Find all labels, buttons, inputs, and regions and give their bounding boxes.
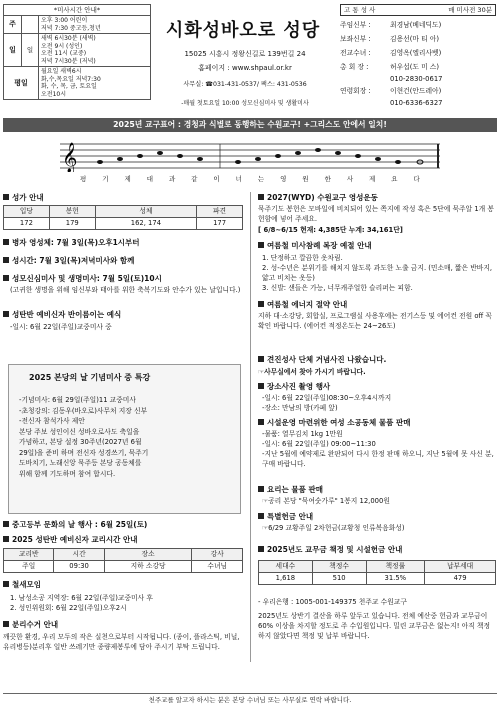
lyric-syllable: 너 <box>235 175 242 183</box>
detail-line: -전신자 참석가사 제안 <box>19 417 85 426</box>
item-text: 중고등부 문화의 날 행사 : 6월 25일(토) <box>12 520 148 529</box>
catechism-header: 시간 <box>54 549 104 561</box>
dues-header: 세대수 <box>259 561 313 573</box>
mass-time: 저녁 7:30 중고등,청년 <box>41 24 101 32</box>
mass-time: 저녁 7시30분 (저녁) <box>41 57 96 65</box>
lyric-syllable: 대 <box>146 175 153 183</box>
catechism-value: 09:30 <box>54 561 104 573</box>
item-text: 여름철 에너지 절약 안내 <box>267 300 348 309</box>
recycling-section-title <box>3 620 58 629</box>
lyric-syllable: 다 <box>413 175 420 183</box>
item-text: 2027(WYD) 수원교구 영성운동 <box>267 193 378 202</box>
mass-group <box>22 16 39 34</box>
parish-day-title: 2025 본당의 날 기념미사 중 특강 <box>29 373 151 382</box>
sale-details <box>262 430 496 469</box>
hymn-header: 봉헌 <box>49 206 95 218</box>
meeting-section-title <box>3 580 41 589</box>
lyric-syllable: 원 <box>302 175 309 183</box>
marian-mass-item <box>3 274 162 283</box>
mass-times-weekday <box>39 67 151 100</box>
dress-code-list <box>262 254 496 293</box>
confirmation-photo-title <box>258 355 386 364</box>
catechism-header: 강사 <box>192 549 243 561</box>
parish-day-box <box>8 364 241 514</box>
item-text: 성시간: 7월 3일(목)저녁미사와 함께 <box>12 256 135 265</box>
lyric-syllable: 한 <box>324 175 331 183</box>
mass-time: 화,수,목요일 저녁7:30 <box>41 75 101 83</box>
mass-time: 월요일 새벽6시 <box>41 68 82 76</box>
item-text: 장소사진 촬영 행사 <box>267 382 331 391</box>
special-offering-title <box>258 512 313 521</box>
special-offering-text: ☞6/29 교황주일 2차헌금(교황청 인류복음화성) <box>262 524 405 532</box>
mass-time: 새벽 6시30분 (새벽) <box>41 35 96 43</box>
staff-phone: 010-2830-0617 <box>390 74 443 83</box>
lyric-syllable: 는 <box>257 175 265 183</box>
photo-event-title <box>258 382 330 391</box>
youth-culture-item <box>3 520 147 529</box>
staff-role: 보좌신부 : <box>340 34 371 43</box>
item-text: 병자 영성체: 7월 3일(목)오후1시부터 <box>12 238 140 247</box>
column-divider <box>250 192 251 662</box>
wyd-stats: [ 6/8~6/15 현재: 4,385단 누계: 34,161단] <box>258 226 403 234</box>
hymn-header: 성체 <box>95 206 196 218</box>
item-text: 2025년도 교무금 책정 및 시설헌금 안내 <box>267 545 403 554</box>
catechumen-item <box>3 310 121 319</box>
staff-name: 이현건(안드레아) <box>390 86 442 95</box>
hymn-table <box>3 205 243 230</box>
recycling-text: 깨끗한 환경, 우리 모두의 작은 실천으로부터 시작됩니다. (종이, 플라스틱, 비닐, 유리병등)분리후 일반 쓰레기만 종량제봉투에 담아 주시기 부탁 드립니다. <box>3 633 240 651</box>
detail-line: 도바치기, 노래신앙 묵주등 본당 공동체를 <box>19 459 142 468</box>
lyric-syllable: 평 <box>80 175 87 183</box>
svg-text:𝄞: 𝄞 <box>62 143 78 172</box>
sale-line: -일시: 6월 22일(주일) 09:00~11:30 <box>262 439 376 448</box>
detail-line: 위해 함께 기도하며 참여 합시다. <box>19 469 116 478</box>
holy-hour-item <box>3 256 134 265</box>
diocese-motto-banner: 2025년 교구표어 : 경청과 식별로 동행하는 수원교구! +그리스도 안에서 일치! <box>3 118 497 132</box>
lyric-syllable: 제 <box>369 175 376 183</box>
dues-table <box>258 560 496 585</box>
staff-row <box>340 98 496 108</box>
staff-name: 김영옥(엘리사벳) <box>390 48 442 57</box>
item-text: 분리수거 안내 <box>12 620 59 629</box>
item-text: 시설운영 마련위한 여성 소공동체 물품 판매 <box>267 418 411 427</box>
footer-notice: 천주교를 알고자 하시는 분은 본당 수녀님 또는 사무실로 연락 바랍니다. <box>3 693 497 704</box>
sick-communion-item <box>3 238 140 247</box>
mass-label-sunday-2: 일 <box>4 34 22 67</box>
staff-name: 최경남(베네딕도) <box>390 20 442 29</box>
item-text: 여름철 미사참례 복장 예절 안내 <box>267 241 372 250</box>
goods-sale-title <box>258 485 323 494</box>
detail-line: 29일)을 준비 하며 전신자 성경쓰기, 묵주기 <box>19 448 149 457</box>
mass-time: 오전10시 <box>41 90 67 98</box>
hymn-number: 177 <box>197 218 243 230</box>
item-text: 성모신심미사 및 생명미사: 7월 5일(토)10시 <box>12 274 162 283</box>
dues-value: 1,618 <box>259 573 313 585</box>
mass-schedule-header: *미사시간 안내* <box>4 5 151 16</box>
confession-time: 매 미사전 30분 <box>448 6 492 14</box>
confirmation-photo-text: ☞사무실에서 찾아 가시기 바랍니다. <box>258 368 366 376</box>
dues-header: 납부세대 <box>425 561 496 573</box>
photo-event-details <box>262 394 391 414</box>
bank-account: - 우리은행 : 1005-001-149375 천주교 수원교구 <box>258 598 407 606</box>
lyric-syllable: 같 <box>191 175 198 183</box>
staff-name: 김용선(마 티 아) <box>390 34 440 43</box>
parish-address: 15025 시흥시 정왕신길로 139번길 24 <box>184 50 306 58</box>
mass-time: 오전 11시 (교중) <box>41 50 87 58</box>
item-text: 2025 성탄반 예비신자 교리시간 안내 <box>12 535 138 544</box>
lyric-syllable: 과 <box>168 175 176 183</box>
dues-value: 31.5% <box>366 573 425 585</box>
catechism-table <box>3 548 243 573</box>
dues-header: 책정수 <box>312 561 366 573</box>
hymn-number: 172 <box>4 218 50 230</box>
detail-line: 본당 주보 성인이신 성바오로사도 축일을 <box>19 427 140 436</box>
dress-code-item: 3. 신발: 샌들은 가능, 너무캐주얼한 슬리퍼는 피함. <box>262 283 413 292</box>
lyric-syllable: 영 <box>280 175 287 183</box>
monthly-notice: -매월 첫토요일 10:00 성모신심미사 및 생활미사 <box>181 100 309 107</box>
parish-day-details <box>19 395 234 479</box>
music-staff <box>60 138 440 172</box>
dues-value: 479 <box>425 573 496 585</box>
staff-role: 전교수녀 : <box>340 48 371 57</box>
parish-homepage: 홈페이지 : www.shpaul.or.kr <box>198 64 292 72</box>
mass-schedule-table <box>3 4 151 100</box>
hymn-number: 162, 174 <box>95 218 196 230</box>
lyric-syllable: 요 <box>391 175 398 183</box>
catechism-value: 지하 소강당 <box>104 561 192 573</box>
item-text: 특별헌금 안내 <box>267 512 314 521</box>
catechism-value: 수녀님 <box>192 561 243 573</box>
catechism-value: 주일 <box>4 561 54 573</box>
staff-name: 허우섭(도 미 스) <box>390 62 440 71</box>
item-text: 요리는 물품 판매 <box>267 485 323 494</box>
staff-row <box>340 60 496 74</box>
dues-header: 책정률 <box>366 561 425 573</box>
wyd-text: 묵주기도 봉헌은 모바일에 비치되어 있는 쪽지에 작성 혹은 5단에 묵주알 1개 봉헌함에 넣어 주세요. <box>258 205 494 223</box>
photo-event-line: -일시: 6월 22일(주일)08:30~오후4시까지 <box>262 394 392 402</box>
dues-section-title <box>258 545 402 554</box>
parish-contact: 사무실: ☎031-431-0537/ 팩스: 431-0536 <box>183 81 307 88</box>
mass-times-sunday <box>39 34 151 67</box>
energy-saving-text: 지하 대·소강당, 회합실, 프로그램실 사용후에는 전기스등 및 에어컨 전원 off 꼭 확인 바랍니다. (에어컨 적정온도는 24~26도) <box>258 312 492 330</box>
dues-value: 510 <box>312 573 366 585</box>
mass-label-weekday: 평일 <box>4 67 39 100</box>
mass-label-sunday-1: 주 <box>4 16 22 34</box>
staff-list <box>340 18 496 108</box>
lyric-syllable: 제 <box>124 175 131 183</box>
item-text: 견진성사 단체 거념사진 나왔습니다. <box>267 355 387 364</box>
dress-code-item: 2. 성-수년은 분위기를 해치지 않도록 과도한 노출 금지. (민소매, 짧은 반바지, 얇고 비치는 옷등) <box>262 263 493 282</box>
staff-role: 총 회 장 : <box>340 62 369 71</box>
dues-text: 2025년도 상반기 결산을 하루 앞두고 있습니다. 전체 예산중 헌금과 교무금이 60% 이상을 차지할 정도로 주 수입원입니다. 밀린 교무금은 없는지! 아직 책정하지 않았다면 책정 및 납부 바랍니다. <box>258 612 491 641</box>
catechumen-date: -일시: 6월 22일(주일)교중미사 중 <box>10 323 112 331</box>
hymn-header: 입당 <box>4 206 50 218</box>
catechism-item <box>3 535 138 544</box>
song-lyrics <box>60 175 440 183</box>
sale-section-title <box>258 418 410 427</box>
meeting-list <box>10 593 153 613</box>
marian-mass-desc: (고귀한 생명을 위해 임신부와 태아를 위한 축복기도와 안수가 있는 날입니다.) <box>10 286 241 294</box>
detail-line: -초청강의: 김동우(바오로)사무처 지장 신부 <box>19 406 148 415</box>
hymn-header: 파견 <box>197 206 243 218</box>
staff-role: 연령회장 : <box>340 86 371 95</box>
sale-line: -지난 5월에 예약제로 완판되어 다시 한정 판매 하오니, 지난 5월에 못 사신 분, 구매 바랍니다. <box>262 449 494 468</box>
parish-title: 시화성바오로 성당 <box>165 20 321 41</box>
lyric-syllable: 사 <box>346 175 354 183</box>
lyric-syllable: 기 <box>102 175 109 183</box>
hymn-title-text: 성가 안내 <box>12 193 44 202</box>
staff-phone: 010-6336-6327 <box>390 98 443 107</box>
confession-info <box>340 4 496 16</box>
detail-line: -기념미사: 6월 29일(주일)11 교중미사 <box>19 396 136 404</box>
mass-times-saturday <box>39 16 151 34</box>
detail-line: 가념하고, 본당 설정 30주년(2027년 6월 <box>19 438 142 447</box>
dress-code-title <box>258 241 372 250</box>
sale-line: -물품: 열무김치 1kg 1만원 <box>262 430 343 438</box>
energy-saving-title <box>258 300 347 309</box>
wyd-section-title <box>258 193 378 202</box>
staff-row <box>340 46 496 60</box>
mass-time: 화, 수, 목, 금, 토요일 <box>41 83 97 91</box>
mass-time: 오전 9시 (성인) <box>41 42 83 50</box>
goods-sale-text: ☞공리 본당 "묵여숫가루" 1봉지 12,000원 <box>262 497 390 505</box>
catechism-header: 장소 <box>104 549 192 561</box>
hymn-number: 179 <box>49 218 95 230</box>
staff-row <box>340 74 496 84</box>
mass-time: 오후 3:00 어린이 <box>41 17 88 25</box>
item-text: 철새모임 <box>12 580 41 589</box>
hymn-section-title <box>3 193 44 202</box>
staff-row <box>340 32 496 46</box>
photo-event-line: -장소: 만남의 방(카페 앞) <box>262 403 338 412</box>
meeting-item: 2. 성인위원회: 6월 22일(주일)오후2시 <box>10 604 127 613</box>
catechism-header: 교리반 <box>4 549 54 561</box>
meeting-item: 1. 남성소공 지역장: 6월 22일(주일)교중미사 후 <box>10 594 153 602</box>
confession-label: 고 통 성 사 <box>344 6 376 14</box>
lyric-syllable: 이 <box>213 175 220 183</box>
item-text: 성탄반 예비신자 반이름이는 예식 <box>12 310 122 319</box>
staff-row <box>340 84 496 98</box>
staff-role: 주임신부 : <box>340 20 371 29</box>
staff-row <box>340 18 496 32</box>
dress-code-item: 1. 단정하고 깔끔한 옷차림. <box>262 254 343 262</box>
mass-group: 일 <box>22 34 39 67</box>
